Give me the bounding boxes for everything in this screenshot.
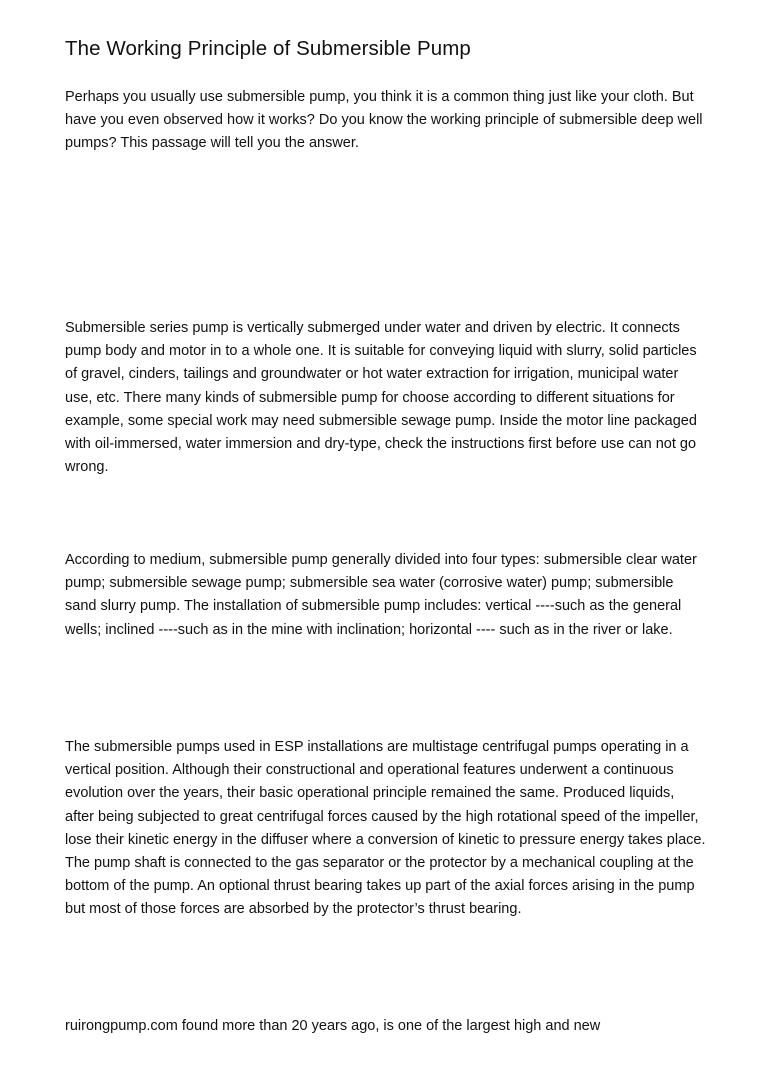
paragraph-series-pump: Submersible series pump is vertically submerged under water and driven by electric. It connects pump body and motor in to a whole one. It is suitable for conveying liquid with slurry, solid particles of gravel, cinders, tailings and groundwater or hot water extraction for irrigation, municipal water use, etc. There many kinds of submersible pump for choose according to different situations for example, some special work may need submersible sewage pump. Inside the motor line packaged with oil-immersed, water immersion and dry-type, check the instructions first before use can not go wrong. [65, 320, 697, 476]
paragraph-pump-types: According to medium, submersible pump generally divided into four types: submersible clear water pump; submersible sewage pump; submersible sea water (corrosive water) pump; submersible sand slurry pump. The installation of submersible pump includes: vertical ----such as the general wells; inclined ----such as in the mine with inclination; horizontal ---- such as in the river or lake. [65, 552, 697, 638]
paragraph-esp-installations: The submersible pumps used in ESP installations are multistage centrifugal pumps operating in a vertical position. Although their constructional and operational features underwent a continuous evolution over the years, their basic operational principle remained the same. Produced liquids, after being subjected to great centrifugal forces caused by the high rotational speed of the impeller, lose their kinetic energy in the diffuser where a conversion of kinetic to pressure energy takes place. The pump shaft is connected to the gas separator or the protector by a mechanical coupling at the bottom of the pump. An optional thrust bearing takes up part of the axial forces arising in the pump but most of those forces are absorbed by the protector’s thrust bearing. [65, 739, 706, 918]
paragraph-company: ruirongpump.com found more than 20 years ago, is one of the largest high and new [65, 1018, 601, 1034]
page-title: The Working Principle of Submersible Pump [65, 37, 471, 60]
paragraph-intro: Perhaps you usually use submersible pump, you think it is a common thing just like your cloth. But have you even observed how it works? Do you know the working principle of submersible deep well pumps? This passage will tell you the answer. [65, 89, 703, 152]
